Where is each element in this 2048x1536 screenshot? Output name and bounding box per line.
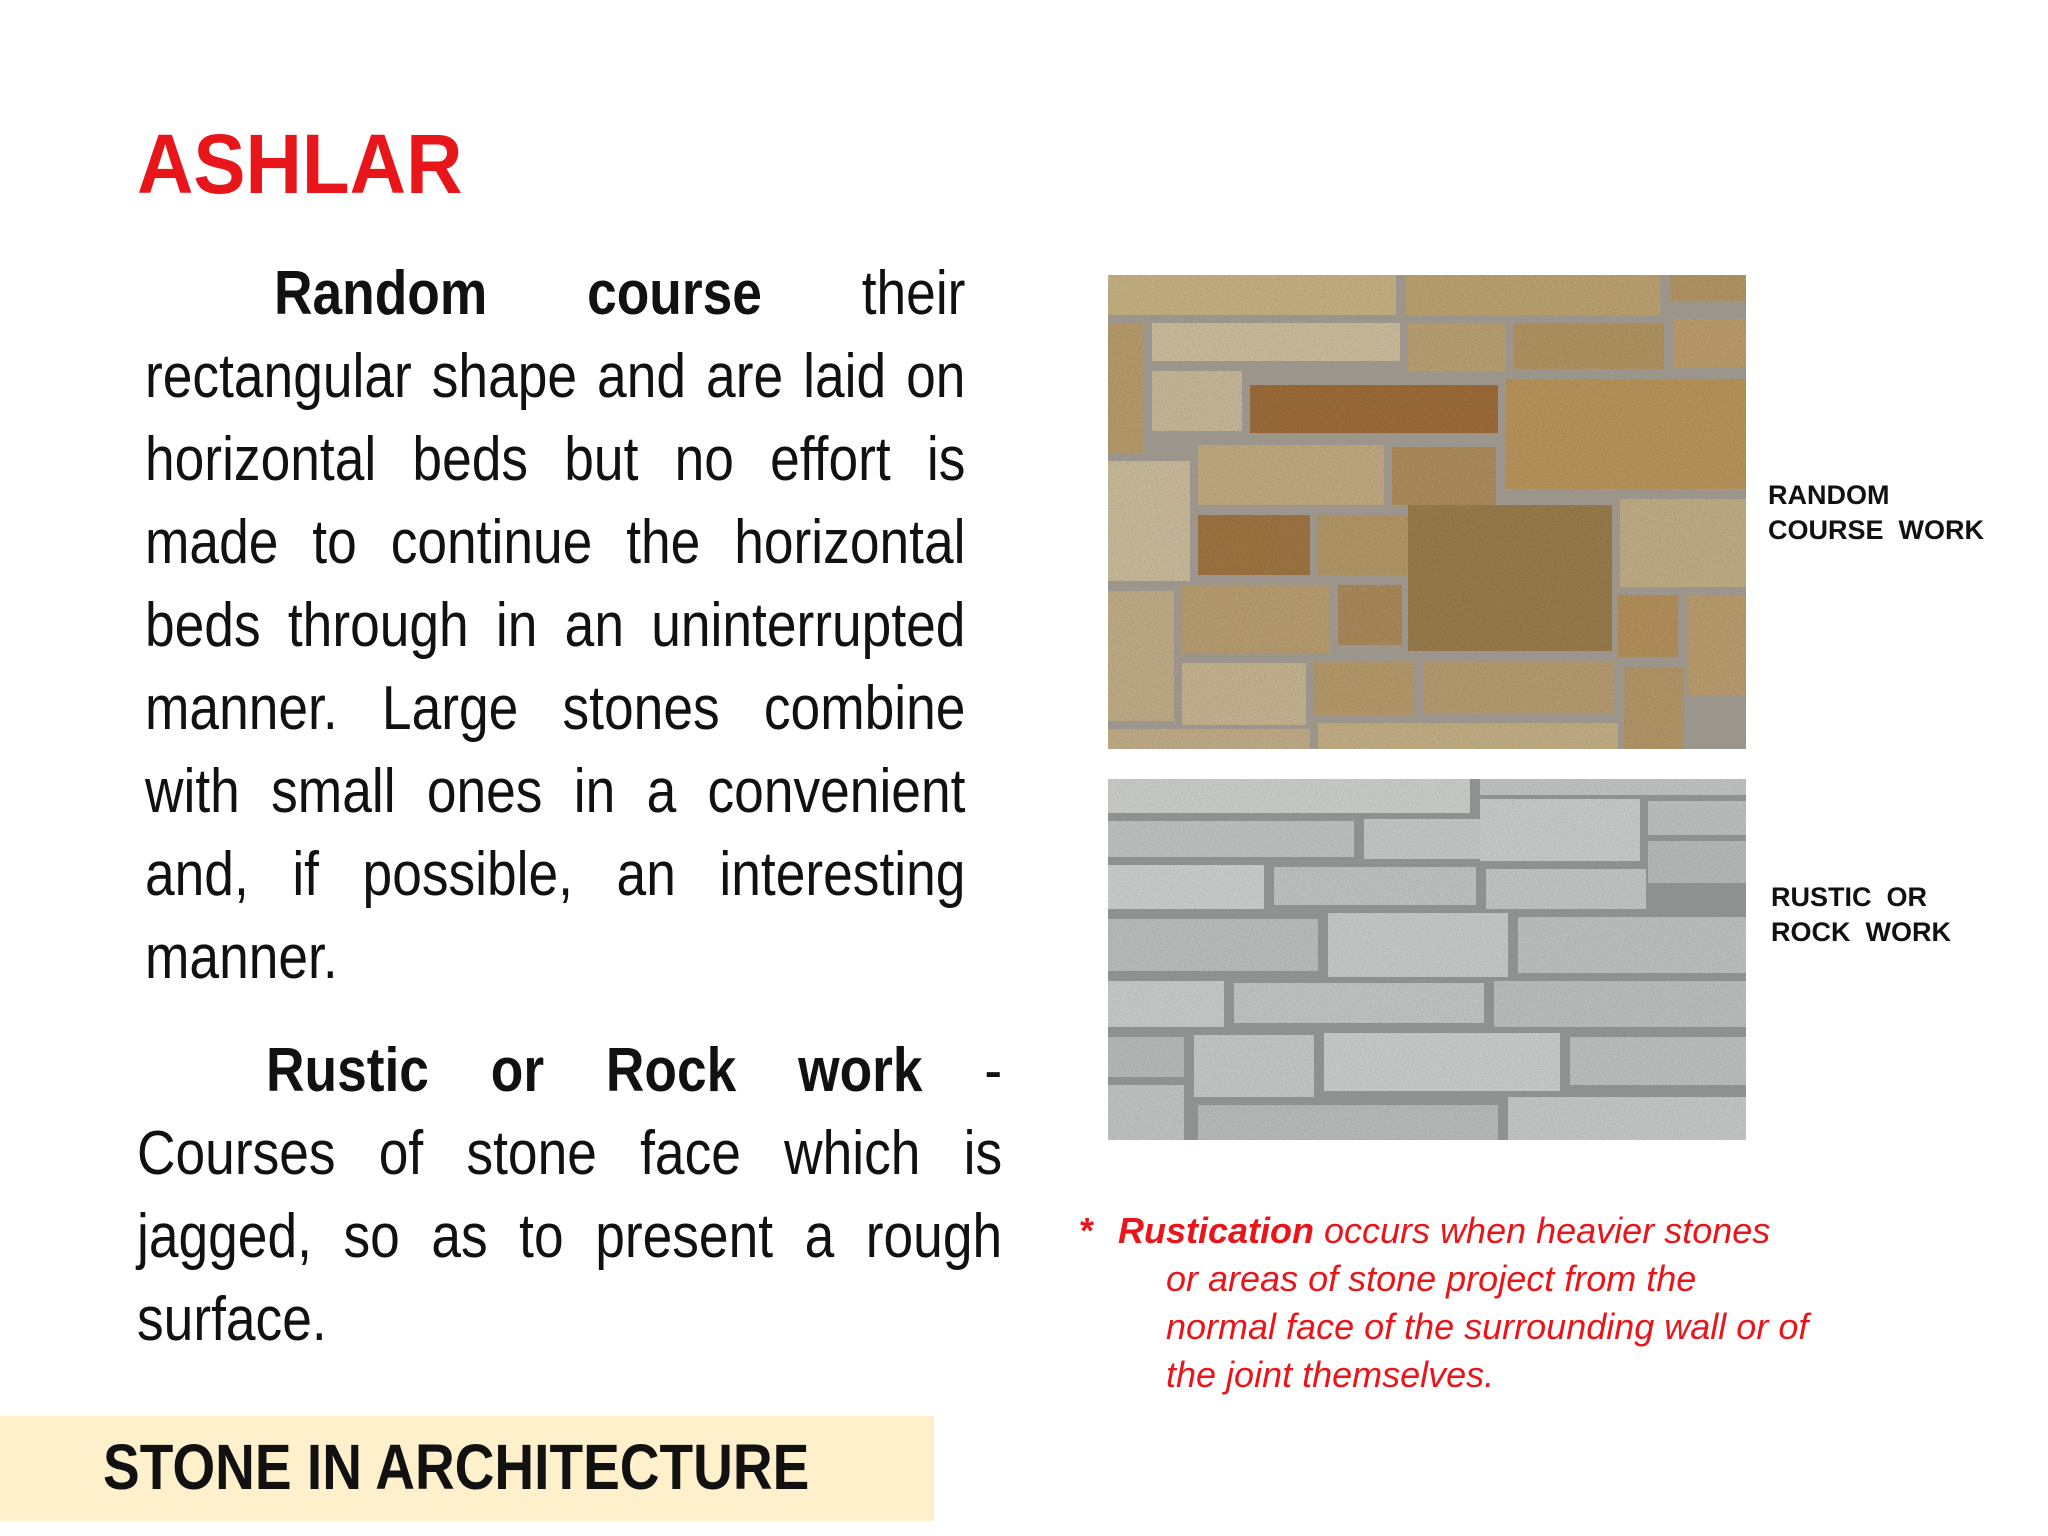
rustic-term: Rustic or Rock work [266,1036,923,1105]
random-course-photo [1108,275,1746,749]
rustic-paragraph [137,1029,1002,1361]
random-course-caption-line1: RANDOM [1768,480,1890,510]
random-course-paragraph [145,252,965,999]
rustication-note [1080,1207,1880,1399]
rustic-stone-wall-image [1108,779,1746,1140]
random-course-text: their rectangular shape and are laid on horizontal beds but no effort is made to continue the horizontal beds through in an uninterrupted manner. Large stones combine with small ones in a convenient and, if possible, an interesting manner. [145,259,966,992]
rustic-text: - Courses of stone face which is jagged, so as to present a rough surface. [137,1036,1003,1354]
note-asterisk: * [1080,1210,1095,1251]
note-line4: the joint themselves. [1166,1354,1495,1395]
random-course-caption [1768,478,1984,548]
note-line2: or areas of stone project from the [1166,1258,1697,1299]
random-course-caption-line2: COURSE WORK [1768,515,1984,545]
rustic-caption-line2: ROCK WORK [1771,917,1951,947]
note-body [1118,1207,1880,1399]
note-line1 [1118,1210,1770,1251]
rustication-term: Rustication [1118,1210,1315,1251]
footer-title: STONE IN ARCHITECTURE [103,1431,810,1503]
note-line1-text: occurs when heavier stones [1314,1210,1771,1251]
rustic-caption-line1: RUSTIC OR [1771,882,1928,912]
rustic-work-photo [1108,779,1746,1140]
rustic-caption [1771,880,1951,950]
page-title: ASHLAR [137,117,463,211]
note-line3: normal face of the surrounding wall or of [1166,1306,1809,1347]
random-course-stone-wall-image [1108,275,1746,749]
footer-banner [0,1416,934,1521]
random-course-term: Random course [274,259,762,328]
